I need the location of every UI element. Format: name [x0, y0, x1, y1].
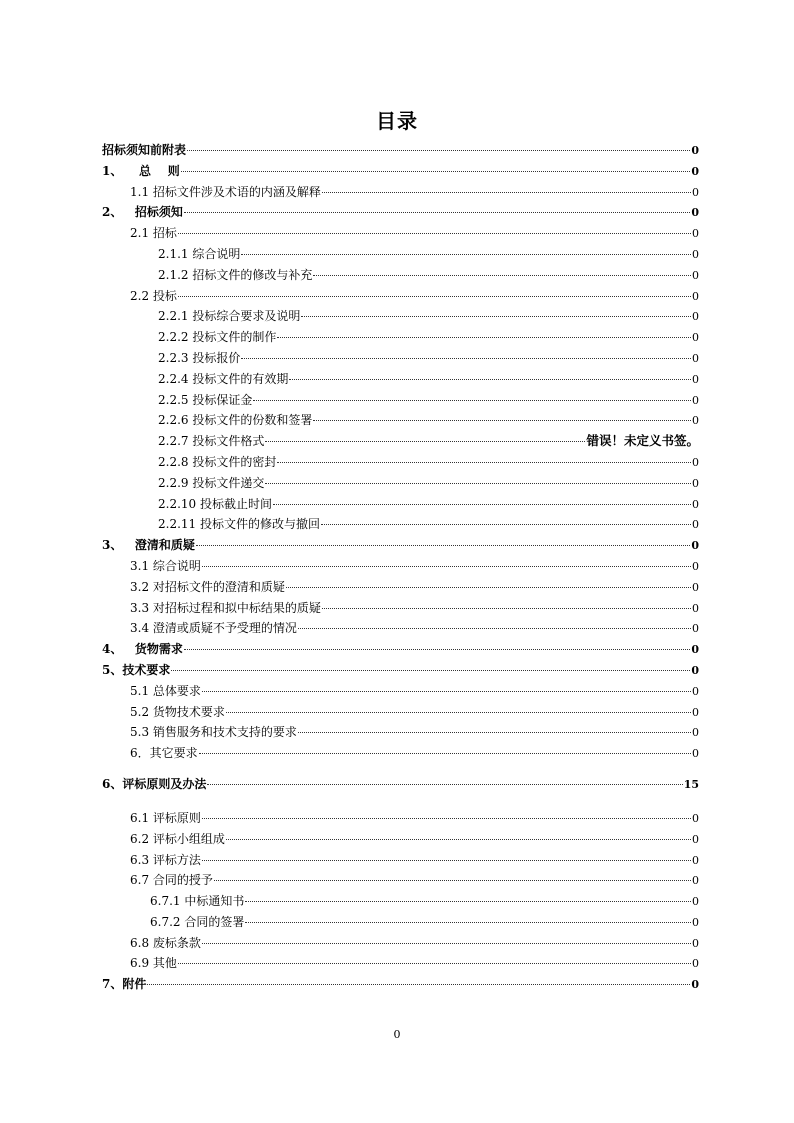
toc-entry-label: 5.1 总体要求 — [130, 683, 201, 698]
toc-entry-page: 0 — [692, 811, 699, 825]
leader-dots — [199, 753, 691, 754]
leader-dots — [226, 839, 691, 840]
leader-dots — [178, 296, 691, 297]
toc-entry[interactable] — [102, 223, 699, 244]
toc-entry[interactable] — [102, 722, 699, 743]
toc-entry[interactable] — [102, 265, 699, 286]
toc-entry[interactable] — [102, 473, 699, 494]
toc-entry[interactable] — [102, 912, 699, 933]
leader-dots — [322, 608, 691, 609]
toc-entry-label: 招标须知前附表 — [102, 143, 187, 157]
toc-entry-label: 2.2.7 投标文件格式 — [158, 434, 265, 449]
toc-entry-label: 2.1.2 招标文件的修改与补充 — [158, 267, 313, 282]
toc-entry-label: 2.2.9 投标文件递交 — [158, 475, 265, 490]
toc-entry-label: 2.2.1 投标综合要求及说明 — [158, 309, 301, 324]
toc-entry[interactable] — [102, 535, 699, 556]
leader-dots — [321, 524, 691, 525]
leader-dots — [265, 441, 585, 442]
toc-entry-page: 0 — [692, 185, 699, 199]
toc-entry-page: 0 — [692, 601, 699, 615]
leader-dots — [226, 712, 691, 713]
leader-dots — [313, 275, 691, 276]
toc-entry-error: 错误！未定义书签。 — [586, 433, 699, 449]
leader-dots — [298, 628, 691, 629]
toc-entry-page: 0 — [692, 372, 699, 386]
toc-entry[interactable] — [102, 514, 699, 535]
leader-dots — [202, 860, 691, 861]
toc-entry[interactable] — [102, 850, 699, 871]
toc-entry-label: 2.1.1 综合说明 — [158, 246, 241, 261]
toc-entry[interactable] — [102, 306, 699, 327]
toc-entry-label: 3.2 对招标文件的澄清和质疑 — [130, 579, 285, 594]
toc-entry-page: 0 — [692, 622, 699, 636]
toc-entry[interactable] — [102, 764, 699, 804]
toc-entry-page: 0 — [692, 310, 699, 324]
toc-entry[interactable] — [102, 244, 699, 265]
toc-entry-label: 6.8 废标条款 — [130, 935, 201, 950]
toc-entry-page: 0 — [691, 978, 699, 992]
toc-entry-label: 6.3 评标方法 — [130, 852, 201, 867]
toc-entry-page: 0 — [692, 915, 699, 929]
toc-entry-page: 0 — [692, 580, 699, 594]
toc-entry-page: 0 — [692, 227, 699, 241]
toc-entry-page: 0 — [692, 957, 699, 971]
toc-entry[interactable] — [102, 808, 699, 829]
toc-entry[interactable] — [102, 161, 699, 182]
leader-dots — [286, 587, 691, 588]
toc-entry-label: 6.7.1 中标通知书 — [150, 894, 245, 909]
toc-entry-page: 0 — [692, 476, 699, 490]
toc-entry[interactable] — [102, 369, 699, 390]
toc-entry-page: 0 — [691, 164, 699, 178]
toc-entry-page: 0 — [692, 393, 699, 407]
toc-entry[interactable] — [102, 974, 699, 995]
leader-dots — [313, 420, 691, 421]
leader-dots — [273, 504, 691, 505]
toc-entry[interactable] — [102, 286, 699, 307]
leader-dots — [196, 545, 690, 546]
leader-dots — [277, 337, 691, 338]
toc-entry-page: 0 — [692, 289, 699, 303]
leader-dots — [241, 358, 691, 359]
toc-entry[interactable] — [102, 556, 699, 577]
leader-dots — [147, 984, 690, 985]
toc-entry-label: 3.4 澄清或质疑不予受理的情况 — [130, 621, 297, 636]
leader-dots — [184, 212, 690, 213]
toc-entry-label: 3、 澄清和质疑 — [102, 538, 195, 553]
toc-entry[interactable] — [102, 933, 699, 954]
toc-entry[interactable] — [102, 743, 699, 764]
toc-entry-page: 0 — [692, 559, 699, 573]
toc-entry-page: 15 — [683, 777, 699, 791]
toc-entry-label: 3.1 综合说明 — [130, 558, 201, 573]
toc-entry[interactable] — [102, 390, 699, 411]
toc-entry-page: 0 — [692, 497, 699, 511]
leader-dots — [322, 192, 691, 193]
toc-entry-page: 0 — [692, 936, 699, 950]
leader-dots — [301, 316, 691, 317]
toc-entry-page: 0 — [692, 832, 699, 846]
leader-dots — [184, 649, 690, 650]
leader-dots — [245, 901, 691, 902]
leader-dots — [253, 400, 691, 401]
toc-entry-label: 2.2.5 投标保证金 — [158, 392, 253, 407]
toc-entry[interactable] — [102, 494, 699, 515]
page-number: 0 — [393, 1028, 401, 1041]
toc-entry-label: 2.1 招标 — [130, 226, 177, 241]
toc-entry-page: 0 — [692, 518, 699, 532]
toc-entry-label: 3.3 对招标过程和拟中标结果的质疑 — [130, 600, 321, 615]
leader-dots — [171, 670, 690, 671]
toc-entry-page: 0 — [692, 726, 699, 740]
toc-entry[interactable] — [102, 577, 699, 598]
toc-entry[interactable] — [102, 953, 699, 974]
leader-dots — [245, 922, 691, 923]
toc-entry-page: 0 — [692, 351, 699, 365]
toc-entry-page: 0 — [692, 705, 699, 719]
toc-entry-page: 0 — [691, 206, 699, 220]
toc-entry[interactable] — [102, 431, 699, 452]
toc-entry[interactable] — [102, 891, 699, 912]
toc-entry[interactable] — [102, 870, 699, 891]
toc-entry[interactable] — [102, 410, 699, 431]
leader-dots — [178, 233, 691, 234]
toc-entry-label: 2.2 投标 — [130, 288, 177, 303]
toc-entry-page: 0 — [692, 331, 699, 345]
toc-entry-page: 0 — [692, 747, 699, 761]
toc-entry[interactable] — [102, 182, 699, 203]
toc-entry-page: 0 — [692, 853, 699, 867]
toc-entry-page: 0 — [692, 268, 699, 282]
toc-entry[interactable] — [102, 681, 699, 702]
toc-entry-page: 0 — [691, 539, 699, 553]
leader-dots — [214, 880, 691, 881]
toc-entry[interactable] — [102, 327, 699, 348]
toc-entry-label: 6.2 评标小组组成 — [130, 831, 225, 846]
toc-entry-label: 6.1 评标原则 — [130, 810, 201, 825]
toc-entry-label: 6、评标原则及办法 — [102, 776, 207, 791]
toc-entry[interactable] — [102, 829, 699, 850]
leader-dots — [298, 732, 691, 733]
toc-entry-page: 0 — [692, 895, 699, 909]
toc-entry[interactable] — [102, 202, 699, 223]
table-of-contents — [102, 140, 699, 995]
toc-entry-page: 0 — [692, 874, 699, 888]
toc-entry-label: 5、技术要求 — [102, 662, 171, 677]
toc-entry[interactable] — [102, 140, 699, 161]
toc-entry[interactable] — [102, 348, 699, 369]
toc-entry-label: 2.2.8 投标文件的密封 — [158, 454, 277, 469]
leader-dots — [207, 784, 682, 785]
toc-entry-label: 2.2.10 投标截止时间 — [158, 496, 272, 511]
toc-entry-label: 6.7 合同的授予 — [130, 873, 213, 888]
toc-entry-page: 0 — [692, 414, 699, 428]
leader-dots — [202, 566, 691, 567]
toc-entry-label: 7、附件 — [102, 977, 147, 992]
leader-dots — [202, 818, 691, 819]
toc-entry-label: 6.9 其他 — [130, 956, 177, 971]
leader-dots — [265, 483, 691, 484]
toc-entry-label: 2.2.11 投标文件的修改与撤回 — [158, 517, 320, 532]
leader-dots — [178, 963, 691, 964]
toc-entry-page: 0 — [691, 663, 699, 677]
toc-entry-page: 0 — [692, 455, 699, 469]
toc-entry-label: 2、 招标须知 — [102, 205, 183, 220]
leader-dots — [202, 691, 691, 692]
toc-entry-label: 5.2 货物技术要求 — [130, 704, 225, 719]
toc-entry-label: 6.7.2 合同的签署 — [150, 914, 245, 929]
toc-entry[interactable] — [102, 618, 699, 639]
toc-entry-label: 1.1 招标文件涉及术语的内涵及解释 — [130, 184, 321, 199]
toc-entry[interactable] — [102, 702, 699, 723]
toc-entry-label: 2.2.6 投标文件的份数和签署 — [158, 413, 313, 428]
leader-dots — [277, 462, 691, 463]
toc-entry[interactable] — [102, 598, 699, 619]
leader-dots — [187, 150, 690, 151]
toc-entry-label: 2.2.3 投标报价 — [158, 350, 241, 365]
toc-entry-page: 0 — [692, 247, 699, 261]
toc-entry-label: 2.2.4 投标文件的有效期 — [158, 371, 289, 386]
leader-dots — [241, 254, 691, 255]
toc-entry-label: 1、 总 则 — [102, 163, 180, 178]
leader-dots — [181, 171, 691, 172]
toc-entry-page: 0 — [691, 643, 699, 657]
leader-dots — [202, 943, 691, 944]
toc-entry-label: 2.2.2 投标文件的制作 — [158, 330, 277, 345]
toc-entry-label: 5.3 销售服务和技术支持的要求 — [130, 725, 297, 740]
toc-entry-label: 6．其它要求 — [130, 746, 198, 761]
toc-entry[interactable] — [102, 639, 699, 660]
toc-entry[interactable] — [102, 452, 699, 473]
toc-entry-page: 0 — [692, 684, 699, 698]
toc-entry-label: 4、 货物需求 — [102, 642, 183, 657]
toc-entry-page: 0 — [691, 144, 699, 157]
leader-dots — [289, 379, 691, 380]
toc-entry[interactable] — [102, 660, 699, 681]
toc-title: 目录 — [376, 109, 418, 133]
